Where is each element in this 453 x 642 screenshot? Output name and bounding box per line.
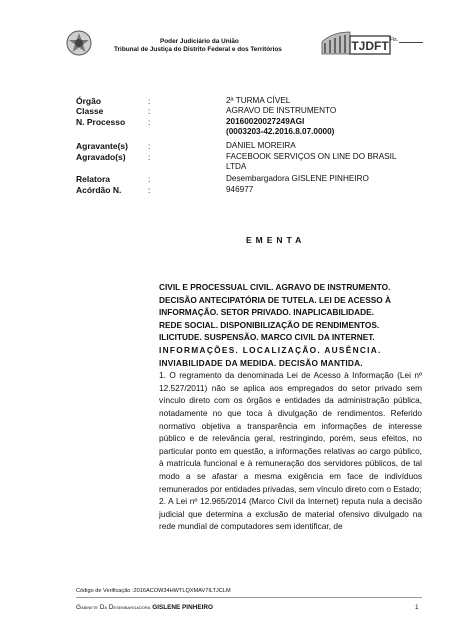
meta-value: 946977 (226, 185, 254, 194)
ementa-summary-line: INFORMAÇÃO. SETOR PRIVADO. INAPLICABILIDADE. (159, 307, 374, 318)
tjdft-logo-text: TJDFT (351, 39, 389, 53)
footer-divider (76, 597, 422, 598)
ementa-summary-line: REDE SOCIAL. DISPONIBILIZAÇÃO DE RENDIMENTOS. (159, 319, 380, 330)
ementa-summary-line: ILICITUDE. SUSPENSÃO. MARCO CIVIL DA INTERNET. (159, 332, 375, 343)
meta-label: Agravado(s) (76, 152, 126, 162)
tribunal-name: Tribunal de Justiça do Distrito Federal e dos Territórios (114, 46, 282, 53)
meta-value: AGRAVO DE INSTRUMENTO (226, 106, 337, 115)
tjdft-logo-icon (320, 28, 392, 58)
meta-value: 20160020027249AGI (226, 117, 305, 126)
meta-label: Órgão (76, 96, 102, 106)
ementa-summary-line: CIVIL E PROCESSUAL CIVIL. AGRAVO DE INSTRUMENTO. (159, 282, 391, 292)
office-name: GISLENE PINHEIRO (152, 604, 213, 611)
meta-value: FACEBOOK SERVIÇOS ON LINE DO BRASIL (226, 152, 397, 161)
meta-colon: : (148, 152, 151, 162)
meta-label: Classe (76, 106, 104, 116)
ementa-paragraph-1: 1. O regramento da denominada Lei de Acesso à Informação (Lei nº 12.527/2011) não se aplica aos empregados do setor privado sem vínculo direto com os órgãos e entidades da administração pública, notadamente no que toca à divulgação de rendimentos. Referido normativo objetiva a transparência em informações de interesse público e de relevância geral, restringindo, porém, seus efeitos, no particular ponto em questão, a informações relativas ao cargo público, à matrícula funcional e à remuneração dos servidores públicos, de tal modo a se afastar a mesma exigência em face de indivíduos remunerados por entidades privadas, sem vínculo direto com o Estado; (159, 370, 422, 494)
meta-label: N. Processo (76, 117, 126, 127)
court-name: Poder Judiciário da União (160, 38, 239, 45)
meta-label: Acórdão N. (76, 185, 122, 195)
meta-colon: : (148, 174, 151, 184)
ementa-summary-line: INFORMAÇÕES. LOCALIZAÇÃO. AUSÊNCIA. (159, 344, 382, 355)
meta-label: Agravante(s) (76, 141, 128, 151)
ementa-body (159, 281, 422, 533)
meta-colon: : (148, 106, 151, 116)
office-prefix: Gabinete Da Desembargadora (76, 604, 151, 611)
meta-colon: : (148, 96, 151, 106)
page-number: 1 (415, 604, 419, 611)
office-footer (76, 604, 213, 611)
coat-of-arms-icon (66, 30, 92, 56)
meta-colon: : (148, 141, 151, 151)
fls-line (399, 42, 423, 43)
ementa-heading: EMENTA (246, 235, 306, 245)
meta-value-continued: (0003203-42.2016.8.07.0000) (226, 127, 335, 136)
meta-value: Desembargadora GISLENE PINHEIRO (226, 174, 369, 183)
fls-label: Fls. (390, 37, 399, 43)
meta-value: 2ª TURMA CÍVEL (226, 96, 291, 105)
meta-colon: : (148, 185, 151, 195)
verification-code: Código de Verificação :2016ACOW34HWTLQXMAV7ILTJCLM (76, 588, 231, 594)
meta-value-continued: LTDA (226, 162, 247, 171)
ementa-summary-line: INVIABILIDADE DA MEDIDA. DECISÃO MANTIDA. (159, 357, 363, 368)
meta-value: DANIEL MOREIRA (226, 141, 296, 150)
ementa-paragraph-2: 2. A Lei nº 12.965/2014 (Marco Civil da Internet) reputa nula a decisão judicial que determina a exclusão de material ofensivo divulgado na rede mundial de computadores sem identificar, de (159, 496, 422, 532)
meta-label: Relatora (76, 174, 111, 184)
ementa-summary-line: DECISÃO ANTECIPATÓRIA DE TUTELA. LEI DE ACESSO À (159, 294, 392, 305)
meta-colon: : (148, 117, 151, 127)
